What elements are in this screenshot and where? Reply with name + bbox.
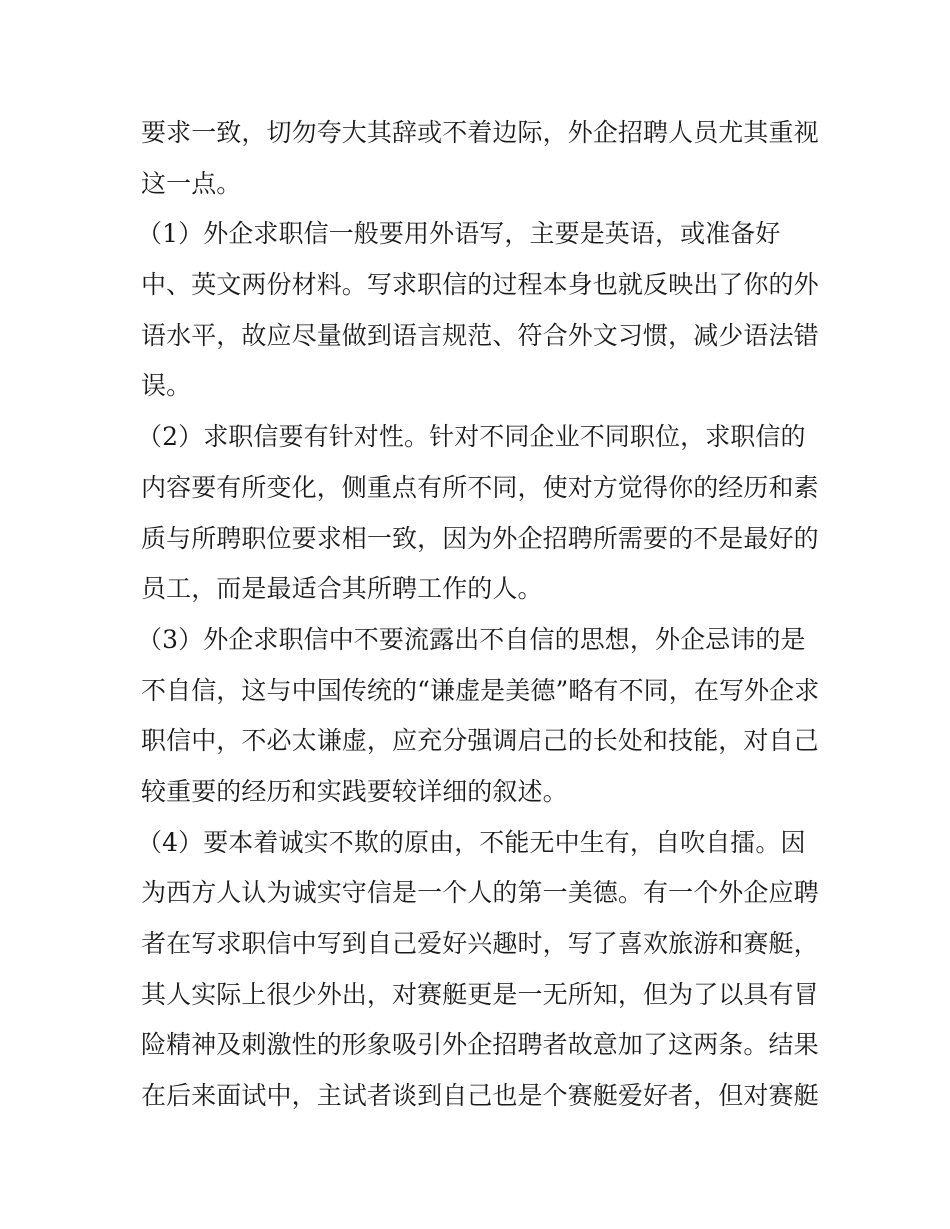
list-item-1-start: （1）外企求职信一般要用外语写，主要是英语，或准备好 <box>137 219 781 249</box>
text-line: 职信中，不必太谦虚，应充分强调启己的长处和技能，对自己 <box>141 726 819 756</box>
text-line: 语水平，故应尽量做到语言规范、符合外文习惯，减少语法错 <box>141 320 819 350</box>
text-line: 其人实际上很少外出，对赛艇更是一无所知，但为了以具有冒 <box>141 979 819 1009</box>
text-line: 中、英文两份材料。写求职信的过程本身也就反映出了你的外 <box>141 270 819 300</box>
text-line: 员工，而是最适合其所聘工作的人。 <box>141 574 543 604</box>
text-line: 者在写求职信中写到自己爱好兴趣时，写了喜欢旅游和赛艇， <box>141 929 819 958</box>
text-line: 要求一致，切勿夸大其辞或不着边际，外企招聘人员尤其重视 <box>141 118 819 147</box>
text-line: 较重要的经历和实践要较详细的叙述。 <box>141 776 568 806</box>
list-item-4-start: （4）要本着诚实不欺的原由，不能无中生有，自吹自擂。因 <box>137 827 806 857</box>
text-line: 不自信，这与中国传统的“谦虚是美德”略有不同，在写外企求 <box>141 675 820 705</box>
text-line: 为西方人认为诚实守信是一个人的第一美德。有一个外企应聘 <box>141 878 819 908</box>
body-text <box>137 108 821 1122</box>
text-line: 误。 <box>141 371 192 401</box>
text-line: 内容要有所变化，侧重点有所不同，使对方觉得你的经历和素 <box>141 472 819 502</box>
list-item-2-start: （2）求职信要有针对性。针对不同企业不同职位，求职信的 <box>137 422 806 452</box>
text-line: 在后来面试中，主试者谈到自己也是个赛艇爱好者，但对赛艇 <box>141 1081 819 1111</box>
text-line: 这一点。 <box>141 168 242 198</box>
text-line: 质与所聘职位要求相一致，因为外企招聘所需要的不是最好的 <box>141 523 819 553</box>
text-line: 险精神及刺激性的形象吸引外企招聘者故意加了这两条。结果 <box>141 1030 819 1060</box>
list-item-3-start: （3）外企求职信中不要流露出不自信的思想，外企忌讳的是 <box>137 624 806 654</box>
